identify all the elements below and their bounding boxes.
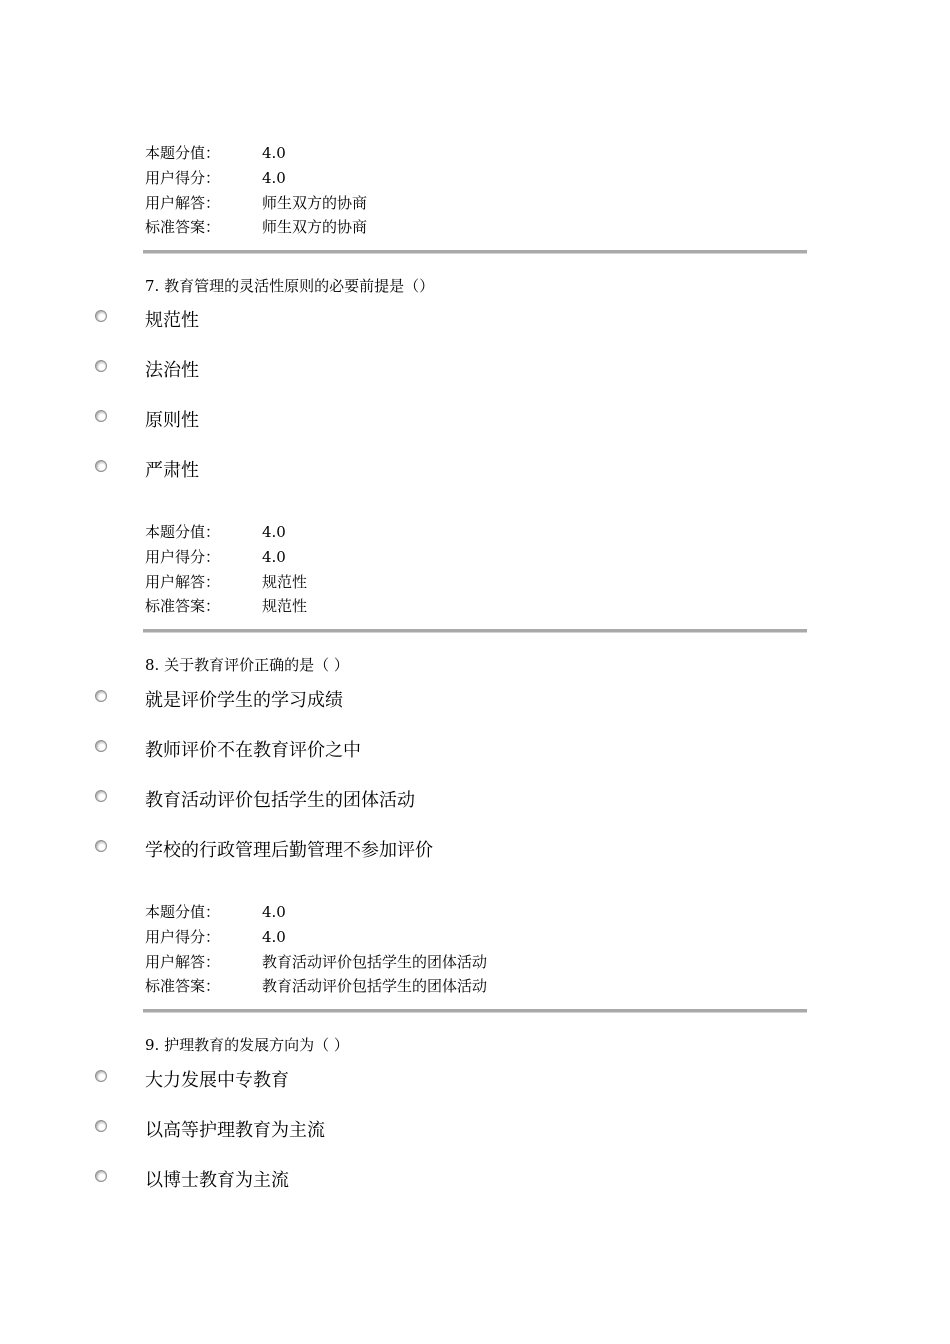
- radio-button[interactable]: [95, 310, 107, 322]
- score-label: 用户解答：: [145, 193, 221, 212]
- score-value: 4.0: [262, 144, 286, 162]
- score-row-user-score: [145, 925, 487, 950]
- score-label: 本题分值：: [145, 903, 221, 921]
- option-label: 就是评价学生的学习成绩: [145, 690, 343, 711]
- score-label: 标准答案：: [145, 218, 221, 237]
- score-row-user-score: [145, 545, 307, 570]
- question-7-text: 7. 教育管理的灵活性原则的必要前提是（）: [145, 277, 435, 295]
- option-label: 教师评价不在教育评价之中: [145, 740, 361, 761]
- score-row-standard-answer: [145, 974, 487, 999]
- score-row-user-score: [145, 166, 367, 191]
- score-value: 教育活动评价包括学生的团体活动: [262, 977, 488, 996]
- score-label: 本题分值：: [145, 523, 221, 541]
- option-label: 大力发展中专教育: [145, 1070, 289, 1091]
- radio-button[interactable]: [95, 690, 107, 702]
- radio-button[interactable]: [95, 790, 107, 802]
- score-value: 4.0: [262, 547, 286, 566]
- score-table: [145, 900, 487, 999]
- score-row-user-answer: [145, 950, 487, 975]
- radio-button[interactable]: [95, 460, 107, 472]
- section-divider: [143, 250, 807, 254]
- score-label: 用户得分：: [145, 927, 221, 946]
- score-row-points: [145, 520, 307, 545]
- score-label: 用户得分：: [145, 168, 221, 187]
- option-label: 教育活动评价包括学生的团体活动: [145, 790, 415, 811]
- question-9-text: 9. 护理教育的发展方向为（ ）: [145, 1036, 349, 1054]
- score-row-points: [145, 900, 487, 925]
- score-value: 规范性: [262, 597, 308, 616]
- score-value: 4.0: [262, 903, 286, 921]
- option-label: 规范性: [145, 310, 199, 331]
- radio-button[interactable]: [95, 840, 107, 852]
- score-row-standard-answer: [145, 215, 367, 240]
- option-label: 以高等护理教育为主流: [145, 1120, 325, 1141]
- score-value: 4.0: [262, 927, 286, 946]
- option-label: 法治性: [145, 360, 199, 381]
- score-value: 师生双方的协商: [262, 193, 368, 212]
- score-value: 规范性: [262, 572, 308, 591]
- score-row-standard-answer: [145, 594, 307, 619]
- score-label: 本题分值：: [145, 144, 221, 162]
- section-divider: [143, 1009, 807, 1013]
- score-label: 用户解答：: [145, 952, 221, 971]
- radio-button[interactable]: [95, 410, 107, 422]
- section-divider: [143, 629, 807, 633]
- option-label: 以博士教育为主流: [145, 1170, 289, 1191]
- radio-button[interactable]: [95, 360, 107, 372]
- option-label: 原则性: [145, 410, 199, 431]
- option-label: 严肃性: [145, 460, 199, 481]
- radio-button[interactable]: [95, 740, 107, 752]
- score-table: [145, 141, 367, 240]
- score-label: 标准答案：: [145, 977, 221, 996]
- radio-button[interactable]: [95, 1170, 107, 1182]
- score-row-user-answer: [145, 191, 367, 216]
- score-label: 标准答案：: [145, 597, 221, 616]
- score-label: 用户得分：: [145, 547, 221, 566]
- score-row-points: [145, 141, 367, 166]
- option-label: 学校的行政管理后勤管理不参加评价: [145, 840, 433, 861]
- score-table: [145, 520, 307, 619]
- score-label: 用户解答：: [145, 572, 221, 591]
- question-8-text: 8. 关于教育评价正确的是（ ）: [145, 656, 349, 674]
- score-value: 4.0: [262, 523, 286, 541]
- score-row-user-answer: [145, 570, 307, 595]
- radio-button[interactable]: [95, 1070, 107, 1082]
- radio-button[interactable]: [95, 1120, 107, 1132]
- score-value: 师生双方的协商: [262, 218, 368, 237]
- score-value: 4.0: [262, 168, 286, 187]
- score-value: 教育活动评价包括学生的团体活动: [262, 952, 488, 971]
